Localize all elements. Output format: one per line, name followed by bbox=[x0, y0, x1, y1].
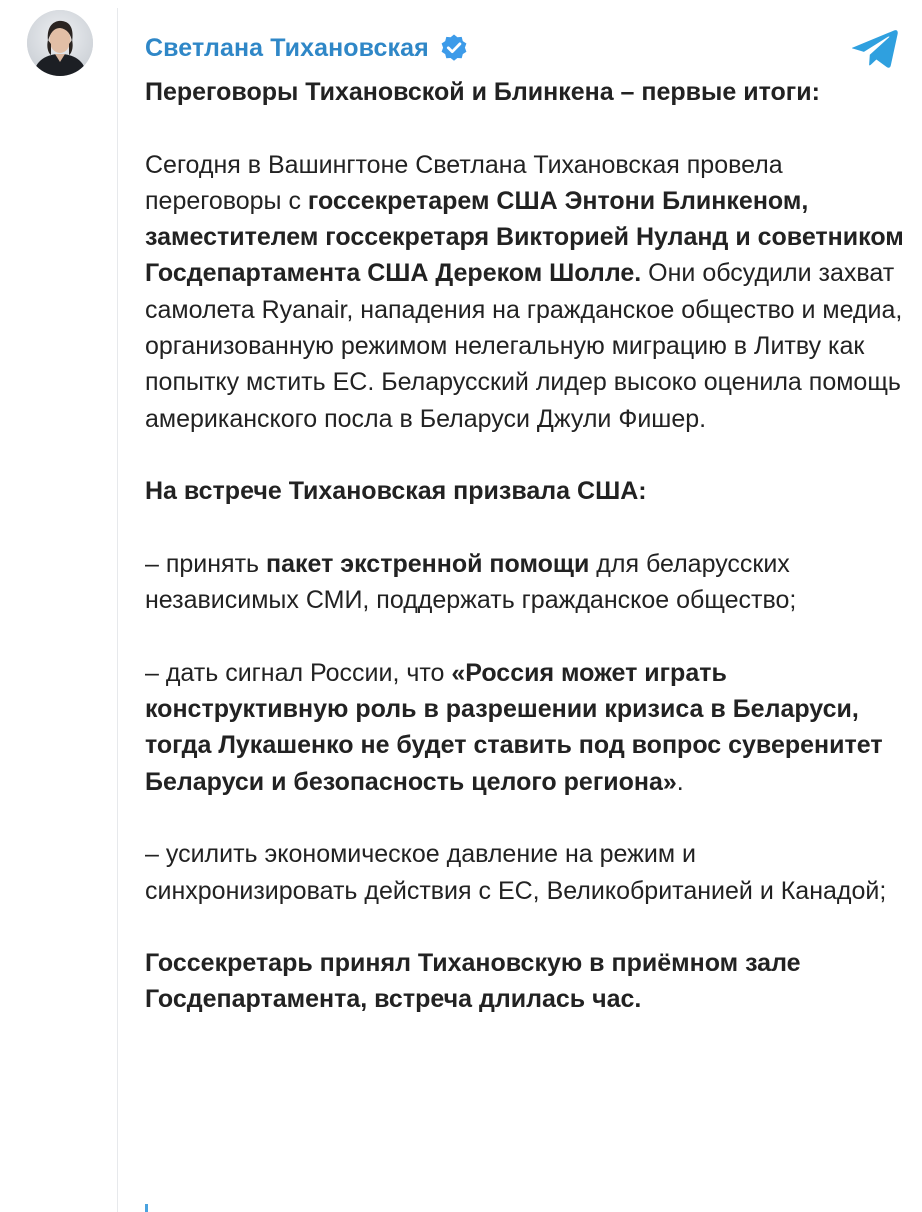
call-heading: На встрече Тихановская призвала США: bbox=[145, 477, 647, 506]
post-intro-paragraph: Сегодня в Вашингтоне Светлана Тихановская провела переговоры с госсекретарем США Энтони Блинкеном, заместителем госсекретаря Викторией Нуланд и советником Госдепартамента США Дереком Шолле. Они обсудили захват самолета Ryanair, нападения на гражданское общество и медиа, организованную режимом нелегальную миграцию в Литву как попытку мстить ЕС. Беларусский лидер высоко оценила помощь американского посла в Беларуси Джули Фишер. bbox=[145, 150, 904, 433]
telegram-icon[interactable] bbox=[851, 28, 899, 70]
demand-item-russia: – дать сигнал России, что «Россия может играть конструктивную роль в разрешении кризиса в Беларуси, тогда Лукашенко не будет ставить под вопрос суверенитет Беларуси и безопасность целого региона». bbox=[145, 658, 883, 796]
demand-item-aid: – принять пакет экстренной помощи для беларусских независимых СМИ, поддержать гражданское общество; bbox=[145, 549, 797, 615]
message-divider-line bbox=[117, 8, 118, 1212]
demand-item-pressure: – усилить экономическое давление на режим и синхронизировать действия с ЕС, Великобританией и Канадой; bbox=[145, 840, 887, 905]
post-title: Переговоры Тихановской и Блинкена – первые итоги: bbox=[145, 78, 820, 106]
closing-paragraph: Госсекретарь принял Тихановскую в приёмном зале Госдепартамента, встреча длилась час. bbox=[145, 949, 801, 1014]
author-name[interactable]: Светлана Тихановская bbox=[145, 33, 429, 62]
avatar-portrait-icon bbox=[27, 10, 93, 76]
continuation-marker bbox=[145, 1204, 148, 1212]
post-body bbox=[145, 74, 905, 1018]
post-header bbox=[145, 28, 469, 68]
verified-badge-icon bbox=[439, 33, 469, 63]
avatar[interactable] bbox=[27, 10, 93, 76]
